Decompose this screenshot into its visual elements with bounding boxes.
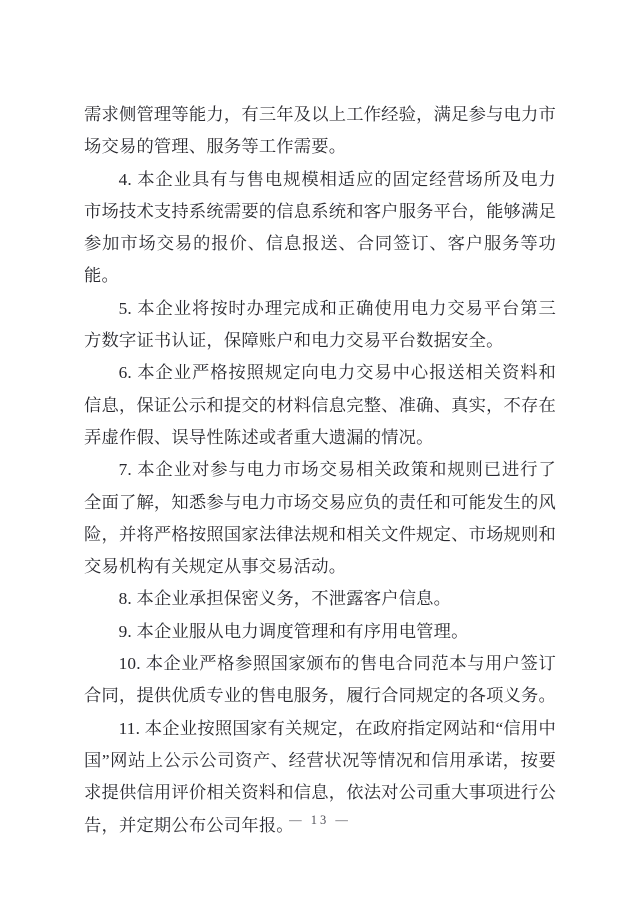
page-number: — 13 — (289, 813, 351, 827)
paragraph-item-8: 8. 本企业承担保密义务，不泄露客户信息。 (118, 589, 452, 609)
paragraph-item-9: 9. 本企业服从电力调度管理和有序用电管理。 (118, 621, 469, 641)
paragraph-item-6: 6. 本企业严格按照规定向电力交易中心报送相关资料和信息，保证公示和提交的材料信息完整、准确、真实，不存在弄虚作假、误导性陈述或者重大遗漏的情况。 (84, 363, 556, 447)
paragraph-item-7: 7. 本企业对参与电力市场交易相关政策和规则已进行了全面了解，知悉参与电力市场交易应负的责任和可能发生的风险，并将严格按照国家法律法规和相关文件规定、市场规则和交易机构有关规定从事交易活动。 (84, 460, 556, 577)
text-content (84, 99, 556, 842)
paragraph-item-11: 11. 本企业按照国家有关规定，在政府指定网站和“信用中国”网站上公示公司资产、经营状况等情况和信用承诺，按要求提供信用评价相关资料和信息，依法对公司重大事项进行公告，并定期公布公司年报。 (84, 718, 556, 835)
paragraph-item-5: 5. 本企业将按时办理完成和正确使用电力交易平台第三方数字证书认证，保障账户和电力交易平台数据安全。 (84, 298, 556, 351)
paragraph-item-4: 4. 本企业具有与售电规模相适应的固定经营场所及电力市场技术支持系统需要的信息系统和客户服务平台，能够满足参加市场交易的报价、信息报送、合同签订、客户服务等功能。 (84, 169, 556, 286)
paragraph-continuation: 需求侧管理等能力，有三年及以上工作经验，满足参与电力市场交易的管理、服务等工作需要。 (84, 105, 556, 157)
paragraph-item-10: 10. 本企业严格参照国家颁布的售电合同范本与用户签订合同，提供优质专业的售电服务，履行合同规定的各项义务。 (84, 654, 556, 706)
